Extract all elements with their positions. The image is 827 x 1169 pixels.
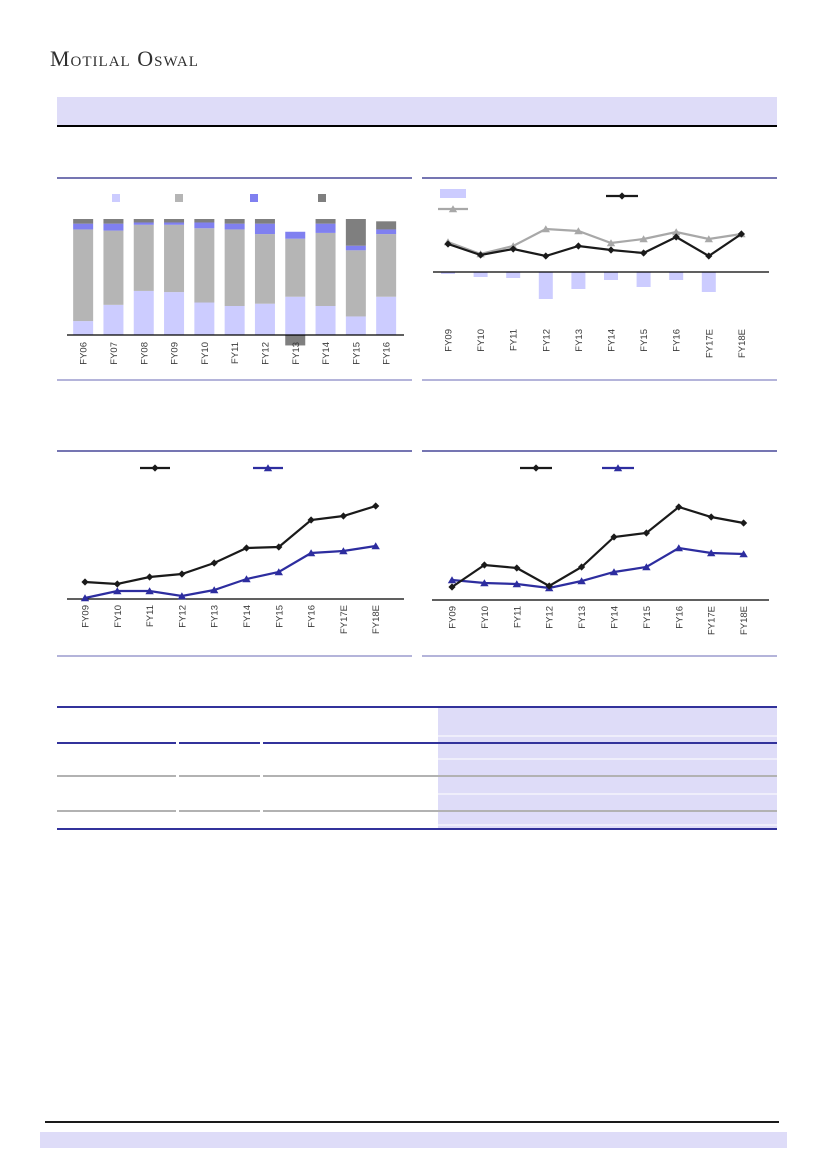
x-axis-label: FY13 bbox=[573, 329, 585, 352]
x-axis-label: FY17E bbox=[704, 329, 716, 359]
x-axis-label: FY13 bbox=[290, 342, 302, 365]
x-axis-label: FY16 bbox=[674, 606, 686, 629]
table-column-gap bbox=[176, 742, 179, 744]
segment-gray bbox=[134, 225, 154, 291]
x-axis-label: FY11 bbox=[230, 342, 242, 365]
legend-swatch bbox=[250, 194, 258, 202]
x-axis-label: FY12 bbox=[541, 329, 553, 352]
legend-swatch bbox=[112, 194, 120, 202]
x-axis-labels bbox=[448, 606, 751, 635]
x-axis-label: FY12 bbox=[260, 342, 272, 365]
diamond-marker bbox=[146, 573, 153, 580]
diamond-marker bbox=[607, 246, 614, 253]
x-axis-label: FY18E bbox=[736, 329, 748, 359]
x-axis-label: FY08 bbox=[139, 342, 151, 365]
segment-lavender bbox=[346, 316, 366, 335]
x-axis-label: FY10 bbox=[479, 606, 491, 629]
x-axis-label: FY09 bbox=[447, 606, 459, 629]
x-axis-label: FY14 bbox=[609, 606, 621, 629]
bar-series-group bbox=[73, 219, 396, 345]
negative-bar bbox=[506, 272, 520, 278]
x-axis-label: FY14 bbox=[321, 342, 333, 365]
growth-line-chart-right bbox=[422, 450, 777, 657]
segment-darkgray bbox=[194, 219, 214, 222]
financials-table bbox=[57, 706, 777, 831]
diamond-marker bbox=[640, 249, 647, 256]
footer-bar bbox=[40, 1132, 787, 1148]
segment-darkgray bbox=[255, 219, 275, 224]
segment-blue bbox=[103, 224, 123, 231]
chart-canvas bbox=[57, 452, 412, 655]
segment-gray bbox=[316, 233, 336, 306]
segment-gray bbox=[164, 225, 184, 292]
legend-swatch bbox=[318, 194, 326, 202]
diamond-marker bbox=[151, 464, 158, 471]
diamond-marker bbox=[740, 519, 747, 526]
segment-gray bbox=[73, 229, 93, 321]
x-axis-label: FY09 bbox=[80, 605, 92, 628]
table-sub-divider bbox=[438, 758, 777, 760]
footer-divider bbox=[45, 1121, 779, 1123]
table-column-gap bbox=[260, 775, 263, 777]
line-black-diamond bbox=[444, 230, 745, 259]
x-axis-labels bbox=[79, 342, 393, 365]
x-axis-label: FY16 bbox=[306, 605, 318, 628]
line-navy-triangle bbox=[81, 542, 380, 601]
segment-gray bbox=[376, 234, 396, 297]
segment-gray bbox=[255, 234, 275, 304]
x-axis-label: FY11 bbox=[145, 605, 157, 628]
x-axis-label: FY11 bbox=[508, 329, 520, 352]
x-axis-label: FY15 bbox=[639, 329, 651, 352]
chart-canvas bbox=[422, 179, 777, 379]
x-axis-label: FY10 bbox=[476, 329, 488, 352]
negative-bar bbox=[637, 272, 651, 287]
segment-lavender bbox=[316, 306, 336, 335]
diamond-marker bbox=[114, 580, 121, 587]
table-sub-divider bbox=[438, 735, 777, 737]
margin-trend-combo-chart bbox=[422, 177, 777, 381]
segment-gray bbox=[225, 229, 245, 306]
segment-blue bbox=[285, 232, 305, 239]
x-axis-label: FY14 bbox=[242, 605, 253, 628]
segment-blue bbox=[194, 222, 214, 228]
segment-darkgray bbox=[103, 219, 123, 224]
segment-darkgray bbox=[376, 221, 396, 229]
x-axis-label: FY16 bbox=[671, 329, 683, 352]
table-sub-divider bbox=[438, 793, 777, 795]
x-axis-label: FY12 bbox=[177, 605, 189, 628]
segment-lavender bbox=[225, 306, 245, 335]
chart-legend bbox=[520, 464, 634, 471]
table-row-divider bbox=[57, 775, 777, 777]
diamond-marker bbox=[618, 192, 625, 199]
table-border-bottom bbox=[57, 828, 777, 830]
negative-bar bbox=[539, 272, 553, 299]
negative-bar-group bbox=[441, 272, 716, 299]
segment-lavender bbox=[164, 292, 184, 335]
table-column-gap bbox=[176, 810, 179, 812]
x-axis-label: FY15 bbox=[351, 342, 363, 365]
x-axis-labels bbox=[81, 605, 383, 634]
segment-lavender bbox=[194, 303, 214, 335]
segment-darkgray bbox=[346, 219, 366, 246]
x-axis-label: FY09 bbox=[169, 342, 181, 365]
segment-lavender bbox=[73, 321, 93, 335]
segment-darkgray bbox=[134, 219, 154, 222]
growth-line-chart-left bbox=[57, 450, 412, 657]
negative-bar bbox=[669, 272, 683, 280]
x-axis-label: FY10 bbox=[199, 342, 211, 365]
segment-darkgray bbox=[73, 219, 93, 224]
segment-gray bbox=[103, 231, 123, 305]
diamond-marker bbox=[340, 512, 347, 519]
table-column-gap bbox=[260, 742, 263, 744]
segment-blue bbox=[134, 222, 154, 224]
negative-bar bbox=[702, 272, 716, 292]
x-axis-label: FY15 bbox=[274, 605, 286, 628]
x-axis-label: FY17E bbox=[706, 606, 718, 636]
x-axis-label: FY09 bbox=[443, 329, 455, 352]
diamond-marker bbox=[372, 502, 379, 509]
diamond-marker bbox=[708, 513, 715, 520]
segment-blue bbox=[255, 224, 275, 234]
x-axis-label: FY16 bbox=[381, 342, 393, 365]
table-border-top bbox=[57, 706, 777, 708]
x-axis-label: FY14 bbox=[606, 329, 618, 352]
composition-stacked-bar-chart bbox=[57, 177, 412, 381]
diamond-marker bbox=[81, 578, 88, 585]
legend-swatch bbox=[440, 189, 466, 198]
chart-legend bbox=[140, 464, 283, 471]
segment-blue bbox=[346, 246, 366, 251]
title-banner bbox=[57, 97, 777, 127]
diamond-marker bbox=[532, 464, 539, 471]
table-column-gap bbox=[260, 810, 263, 812]
chart-legend bbox=[112, 194, 326, 202]
chart-canvas bbox=[57, 179, 412, 379]
table-sub-divider bbox=[438, 824, 777, 826]
chart-legend bbox=[438, 189, 638, 212]
x-axis-label: FY17E bbox=[338, 605, 350, 635]
line-black-diamond bbox=[81, 502, 379, 587]
table-column-gap bbox=[176, 775, 179, 777]
table-row-divider bbox=[57, 810, 777, 812]
segment-darkgray bbox=[225, 219, 245, 224]
segment-lavender bbox=[134, 291, 154, 335]
segment-blue bbox=[164, 222, 184, 224]
segment-gray bbox=[194, 228, 214, 302]
x-axis-label: FY13 bbox=[209, 605, 221, 628]
diamond-marker bbox=[178, 570, 185, 577]
x-axis-label: FY10 bbox=[112, 605, 124, 628]
x-axis-label: FY18E bbox=[371, 605, 383, 635]
x-axis-labels bbox=[444, 329, 748, 358]
negative-bar bbox=[571, 272, 585, 289]
x-axis-label: FY13 bbox=[577, 606, 589, 629]
diamond-marker bbox=[211, 559, 218, 566]
segment-gray bbox=[346, 250, 366, 316]
chart-canvas bbox=[422, 452, 777, 655]
segment-blue bbox=[376, 229, 396, 234]
x-axis-label: FY11 bbox=[512, 606, 524, 629]
negative-bar bbox=[474, 272, 488, 277]
x-axis-label: FY06 bbox=[78, 342, 90, 365]
segment-darkgray bbox=[164, 219, 184, 222]
segment-blue bbox=[225, 224, 245, 230]
segment-lavender bbox=[103, 305, 123, 335]
negative-bar bbox=[604, 272, 618, 280]
company-logo: Motilal Oswal bbox=[50, 46, 199, 71]
segment-blue bbox=[316, 224, 336, 233]
table-header-divider bbox=[57, 742, 777, 744]
segment-darkgray bbox=[316, 219, 336, 224]
segment-lavender bbox=[255, 304, 275, 335]
diamond-marker bbox=[444, 240, 451, 247]
segment-gray bbox=[285, 239, 305, 297]
x-axis-label: FY12 bbox=[544, 606, 556, 629]
diamond-marker bbox=[542, 252, 549, 259]
diamond-marker bbox=[575, 242, 582, 249]
segment-lavender bbox=[376, 297, 396, 335]
segment-lavender bbox=[285, 297, 305, 335]
diamond-marker bbox=[243, 544, 250, 551]
x-axis-label: FY15 bbox=[641, 606, 653, 629]
x-axis-label: FY18E bbox=[739, 606, 751, 636]
legend-swatch bbox=[175, 194, 183, 202]
x-axis-label: FY07 bbox=[108, 342, 120, 365]
segment-blue bbox=[73, 224, 93, 230]
